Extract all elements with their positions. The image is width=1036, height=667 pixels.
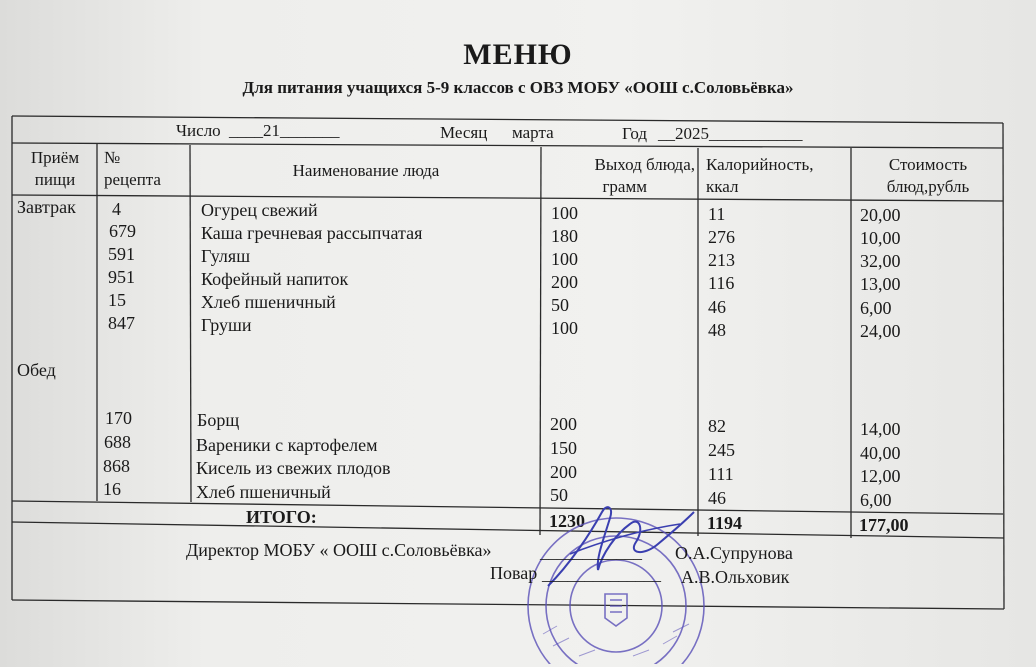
portion-value: 200 (550, 462, 577, 482)
meal-label-lunch: Обед (17, 360, 56, 380)
day-label: Число (176, 121, 221, 140)
portion-value: 100 (551, 203, 578, 223)
page-subtitle: Для питания учащихся 5-9 классов с ОВЗ МОБУ «ООШ с.Соловьёвка» (242, 78, 794, 97)
header-meal: Приём пищи (30, 148, 80, 189)
dish-name: Вареники с картофелем (196, 435, 378, 455)
month-value: марта (512, 123, 554, 142)
year-value: __2025___________ (658, 124, 803, 143)
header-cost: Стоимость блюд,рубль (886, 155, 970, 196)
cost-value: 32,00 (860, 251, 901, 271)
cost-value: 10,00 (860, 228, 901, 248)
dish-name: Хлеб пшеничный (196, 482, 331, 502)
dish-name: Кисель из свежих плодов (196, 458, 391, 478)
total-label: ИТОГО: (246, 507, 317, 527)
calories-value: 245 (708, 440, 735, 460)
cost-value: 14,00 (860, 419, 901, 439)
dish-name: Груши (201, 315, 252, 335)
header-dish-name: Наименование люда (292, 161, 440, 180)
calories-value: 116 (708, 273, 735, 293)
recipe-number: 688 (104, 432, 131, 452)
cook-name: А.В.Ольховик (681, 567, 790, 587)
portion-value: 200 (550, 414, 577, 434)
recipe-number: 679 (109, 221, 136, 241)
portion-value: 150 (550, 438, 577, 458)
recipe-number: 868 (103, 456, 130, 476)
portion-value: 180 (551, 226, 578, 246)
portion-value: 50 (550, 485, 568, 505)
cost-value: 20,00 (860, 205, 901, 225)
director-underline: ____________ (540, 543, 642, 562)
header-portion: Выход блюда, грамм (594, 155, 695, 196)
total-portion: 1230 (549, 511, 585, 531)
header-calories: Калорийность, ккал (706, 155, 814, 196)
page-title: МЕНЮ (463, 38, 573, 71)
meal-label-breakfast: Завтрак (17, 197, 76, 217)
recipe-number: 15 (108, 290, 126, 310)
calories-value: 46 (708, 297, 726, 317)
recipe-number: 170 (105, 408, 132, 428)
calories-value: 46 (708, 488, 726, 508)
dish-name: Гуляш (201, 246, 251, 266)
portion-value: 50 (551, 295, 569, 315)
calories-value: 213 (708, 250, 735, 270)
dish-name: Хлеб пшеничный (201, 292, 336, 312)
header-recipe: № рецепта (104, 148, 161, 189)
dish-name: Огурец свежий (201, 200, 318, 220)
director-name: О.А.Супрунова (675, 543, 793, 563)
cost-value: 6,00 (860, 298, 892, 318)
recipe-number: 591 (108, 244, 135, 264)
month-label: Месяц (440, 123, 488, 142)
recipe-number: 951 (108, 267, 135, 287)
cost-value: 6,00 (860, 490, 892, 510)
cook-underline: ______________ (542, 565, 661, 584)
calories-value: 48 (708, 320, 726, 340)
total-cost: 177,00 (859, 515, 909, 535)
cook-label: Повар (490, 563, 538, 583)
day-value: ____21_______ (229, 121, 340, 140)
calories-value: 82 (708, 416, 726, 436)
year-label: Год (622, 124, 647, 143)
dish-name: Борщ (197, 410, 240, 430)
recipe-number: 847 (108, 313, 135, 333)
calories-value: 111 (708, 464, 734, 484)
director-label: Директор МОБУ « ООШ с.Соловьёвка» (186, 540, 492, 560)
calories-value: 276 (708, 227, 735, 247)
portion-value: 200 (551, 272, 578, 292)
dish-name: Кофейный напиток (201, 269, 349, 289)
portion-value: 100 (551, 318, 578, 338)
cost-value: 12,00 (860, 466, 901, 486)
portion-value: 100 (551, 249, 578, 269)
recipe-number: 16 (103, 479, 121, 499)
cost-value: 24,00 (860, 321, 901, 341)
dish-name: Каша гречневая рассыпчатая (201, 223, 423, 243)
cost-value: 13,00 (860, 274, 901, 294)
total-calories: 1194 (707, 513, 743, 533)
cost-value: 40,00 (860, 443, 901, 463)
recipe-number: 4 (112, 199, 121, 219)
calories-value: 11 (708, 204, 726, 224)
